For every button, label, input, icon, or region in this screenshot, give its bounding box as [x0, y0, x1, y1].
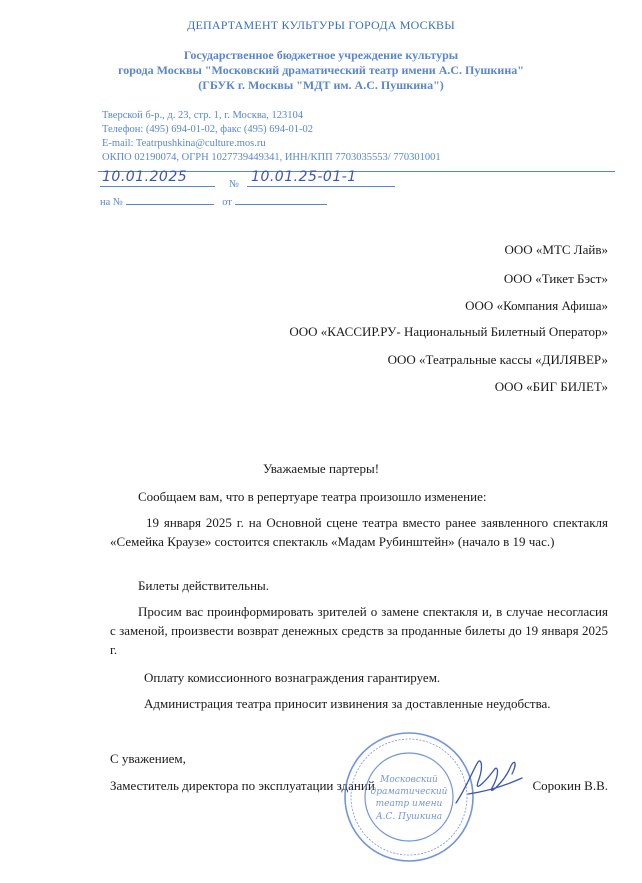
- reference-number-field: [126, 193, 214, 205]
- seal-line-3: театр имени: [375, 799, 443, 809]
- handwritten-date: 10.01.2025: [102, 169, 188, 185]
- addressee-4: ООО «КАССИР.РУ- Национальный Билетный Оператор»: [289, 324, 608, 339]
- org-codes: ОКПО 02190074, ОГРН 1027739449341, ИНН/КПП 7703035553/ 770301001: [102, 152, 441, 163]
- org-name-line-1: Государственное бюджетное учреждение культуры: [183, 48, 459, 62]
- paragraph-4: Просим вас проинформировать зрителей о замене спектакля и, в случае несогласия с заменой, произвести возврат денежных средств за проданные билеты до 19 января 2025 г.: [110, 604, 608, 657]
- handwritten-number: 10.01.25-01-1: [251, 169, 357, 185]
- number-field: [247, 169, 395, 187]
- addressee-2: ООО «Тикет Бэст»: [503, 271, 608, 286]
- number-label: №: [229, 179, 240, 190]
- reference-line: [100, 193, 327, 208]
- paragraph-2: 19 января 2025 г. на Основной сцене театра вместо ранее заявленного спектакля «Семейка Краузе» состоится спектакль «Мадам Рубинштейн» (начало в 19 час.): [110, 515, 608, 549]
- org-address: Тверской б-р., д. 23, стр. 1, г. Москва, 123104: [102, 110, 304, 121]
- addressee-3: ООО «Компания Афиша»: [465, 298, 608, 313]
- org-name-line-2: города Москвы "Московский драматический театр имени А.С. Пушкина": [118, 63, 524, 77]
- reference-date-field: [235, 193, 327, 205]
- org-phone: Телефон: (495) 694-01-02, факс (495) 694-01-02: [102, 124, 313, 135]
- paragraph-6: Администрация театра приносит извинения за доставленные неудобства.: [144, 696, 551, 711]
- greeting: Уважаемые партеры!: [262, 461, 380, 476]
- seal-line-4: А.С. Пушкина: [375, 812, 443, 822]
- seal-line-2: драматический: [370, 787, 448, 797]
- seal-inner-ring: [365, 753, 453, 841]
- paragraph-3: Билеты действительны.: [138, 578, 270, 593]
- paragraph-5: Оплату комиссионного вознаграждения гарантируем.: [144, 670, 441, 685]
- seal-line-1: Московский: [380, 775, 438, 785]
- handwritten-signature: [448, 748, 528, 818]
- closing-regards: С уважением,: [110, 751, 186, 766]
- date-field: [100, 169, 215, 187]
- reference-from-label: от: [222, 197, 232, 208]
- reference-label: на №: [100, 197, 123, 208]
- addressee-1: ООО «МТС Лайв»: [504, 242, 608, 257]
- paragraph-1: Сообщаем вам, что в репертуаре театра произошло изменение:: [138, 489, 487, 504]
- addressee-5: ООО «Театральные кассы «ДИЛЯВЕР»: [387, 352, 608, 367]
- department-heading: ДЕПАРТАМЕНТ КУЛЬТУРЫ ГОРОДА МОСКВЫ: [187, 18, 455, 32]
- signer-name: Сорокин В.В.: [532, 778, 608, 793]
- org-name-line-3: (ГБУК г. Москвы "МДТ им. А.С. Пушкина"): [198, 78, 444, 92]
- org-email: E-mail: Teatrpushkina@culture.mos.ru: [102, 138, 266, 149]
- registration-line: [100, 169, 395, 192]
- signer-position: Заместитель директора по эксплуатации зданий: [110, 778, 375, 793]
- addressee-6: ООО «БИГ БИЛЕТ»: [494, 379, 608, 394]
